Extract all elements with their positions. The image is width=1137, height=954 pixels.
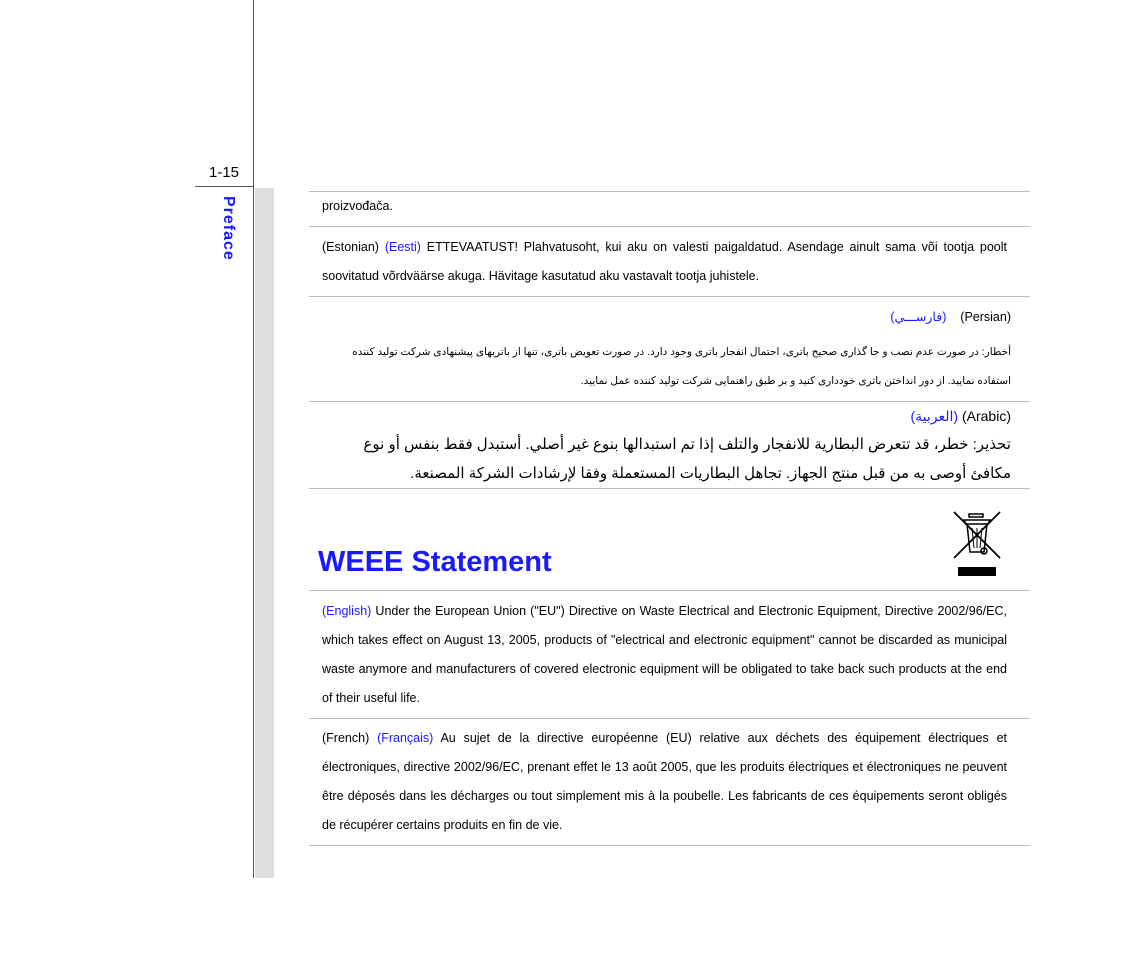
paragraph-text: ETTEVAATUST! Plahvatusoht, kui aku on valesti paigaldatud. Asendage ainult sama või tootja poolt soovitatud võrdväärse akuga. Hävitage kasutatud aku vastavalt tootja juhistele. [322, 240, 1007, 283]
arabic-paragraph: تحذير: خطر، قد تتعرض البطارية للانفجار والتلف إذا تم استبدالها بنوع غير أصلي. أستبدل فقط بنفس أو نوع مكافئ أوصى به من قبل منتج الجهاز. تجاهل البطاريات المستعملة وفقا لإرشادات الشركة المصنعة. [363, 436, 1011, 482]
native-language-label: (Eesti) [384, 240, 421, 254]
language-label: (Estonian) [322, 240, 385, 254]
arabic-heading [322, 402, 1011, 431]
native-language-label: (English) [322, 604, 372, 618]
page-number-rule [195, 186, 254, 187]
native-language-label: (فارســـي) [890, 310, 947, 324]
language-label: (French) [322, 731, 378, 745]
english-paragraph [322, 597, 1007, 713]
section-label: Preface [220, 196, 237, 261]
persian-heading [322, 303, 1011, 332]
divider [309, 845, 1030, 846]
divider [309, 296, 1030, 297]
paragraph-text: Under the European Union ("EU") Directive on Waste Electrical and Electronic Equipment, Directive 2002/96/EC, which takes effect on August 13, 2005, products of "electrical and electronic equipment" cannot be discarded as municipal waste anymore and manufacturers of covered electronic equipment will be obligated to take back such products at the end of their useful life. [322, 604, 1007, 705]
divider [309, 226, 1030, 227]
language-label: (Persian) [960, 310, 1011, 324]
persian-paragraph: أخطار: در صورت عدم نصب و جا گذاری صحیح باتری، احتمال انفجار باتری وجود دارد. در صورت تعویض باتری، تنها از باتریهای پیشنهادی شرکت تولید کننده استفاده نمایید. از دور انداختن باتری خودداری کنید و بر طبق راهنمایی شرکت تولید کننده عمل نمایید. [352, 346, 1011, 387]
native-language-label: (العربية) [910, 408, 959, 424]
page-number: 1-15 [209, 164, 240, 181]
croatian-tail: proizvođača. [322, 199, 393, 213]
divider [309, 718, 1030, 719]
divider [309, 488, 1030, 489]
margin-line [253, 0, 254, 878]
sidebar-strip [255, 188, 274, 878]
language-label: (Arabic) [958, 408, 1011, 424]
weee-title: WEEE Statement [318, 546, 552, 578]
paragraph-text: Au sujet de la directive européenne (EU) relative aux déchets des équipement électriques et électroniques, directive 2002/96/EC, prenant effet le 13 août 2005, que les produits électriques et électroniques ne peuvent être déposés dans les décharges ou tout simplement mis à la poubelle. Les fabricants de ces équipements seront obligés de récupérer certains produits en fin de vie. [322, 731, 1008, 832]
french-paragraph [322, 724, 1007, 840]
crossed-out-wheeled-bin-icon [952, 510, 1002, 578]
native-language-label: (Français) [377, 731, 434, 745]
estonian-paragraph [322, 233, 1007, 291]
divider [309, 590, 1030, 591]
